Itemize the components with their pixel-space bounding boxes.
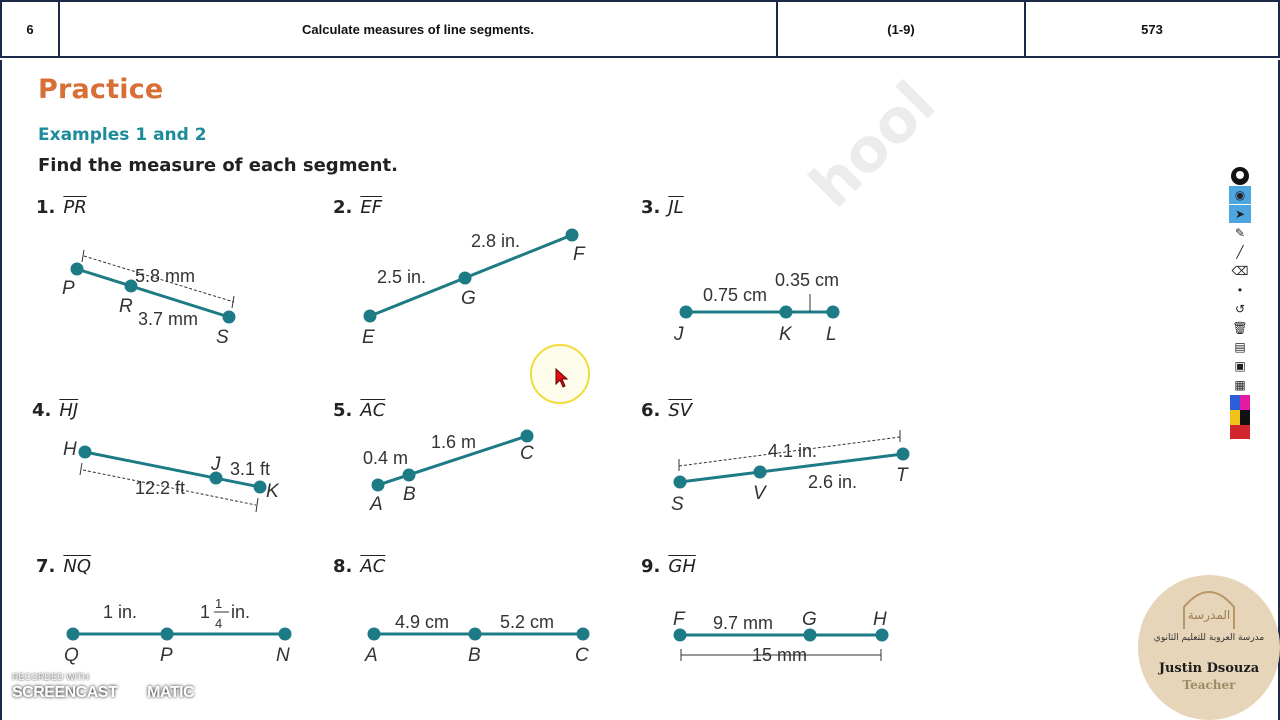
lesson-number: 6	[1, 1, 59, 57]
problem-8-label: 8. $\overline{AC}$	[333, 556, 386, 577]
p5-point-b: B	[403, 484, 416, 505]
p7-point-n: N	[276, 645, 290, 666]
p1-point-p: P	[62, 278, 75, 299]
recorded-with-text: RECORDED WITH	[12, 672, 89, 682]
diagram-3	[681, 307, 838, 317]
eraser-icon[interactable]: ⌫	[1231, 264, 1249, 278]
problem-1-label: 1. $\overline{PR}$	[36, 197, 87, 218]
p1-point-s: S	[216, 327, 229, 348]
problem-5-label: 5. $\overline{AC}$	[333, 400, 386, 421]
p7-label-a: 1 in.	[103, 602, 138, 622]
problem-3-label: 3. $\overline{JL}$	[641, 197, 684, 218]
mouse-pointer-icon	[555, 368, 569, 388]
p9-point-f: F	[673, 609, 685, 630]
p2-point-g: G	[461, 288, 476, 309]
p2-label-b: 2.5 in.	[377, 267, 427, 287]
p3-label-a: 0.75 cm	[703, 285, 768, 305]
p6-label-b: 2.6 in.	[808, 472, 858, 492]
p8-point-a: A	[365, 645, 378, 666]
p4-label-b: 12.2 ft	[135, 478, 186, 498]
p3-label-b: 0.35 cm	[775, 270, 840, 290]
board-icon[interactable]: ▤	[1234, 340, 1246, 354]
annotation-toolbar[interactable]	[1229, 166, 1253, 456]
p3-point-j: J	[674, 324, 684, 345]
p3-point-k: K	[779, 324, 792, 345]
pointer-icon[interactable]: ➤	[1229, 205, 1251, 223]
p7-point-p: P	[160, 645, 173, 666]
mosque-icon	[1179, 585, 1239, 629]
p7-label-whole: 1	[200, 602, 211, 622]
p8-point-b: B	[468, 645, 481, 666]
p6-label-a: 4.1 in.	[768, 441, 818, 461]
p9-label-b: 15 mm	[752, 645, 808, 665]
p5-point-c: C	[520, 443, 534, 464]
diagram-9	[675, 630, 887, 640]
p1-label-b: 3.7 mm	[138, 309, 199, 329]
p2-label-a: 2.8 in.	[471, 231, 521, 251]
pin-icon[interactable]	[1229, 167, 1251, 185]
clipboard-icon[interactable]: ▦	[1234, 378, 1246, 392]
lesson-objective: Calculate measures of line segments.	[59, 1, 777, 57]
p7-point-q: Q	[64, 645, 79, 666]
undo-icon[interactable]: ↺	[1234, 302, 1246, 316]
p1-label-a: 5.8 mm	[135, 266, 196, 286]
p6-point-t: T	[896, 465, 908, 486]
problem-range: (1-9)	[777, 1, 1025, 57]
p2-point-f: F	[573, 244, 585, 265]
problem-2-label: 2. $\overline{EF}$	[333, 197, 383, 218]
p4-point-h: H	[63, 439, 77, 460]
instructions: Find the measure of each segment.	[38, 155, 398, 176]
teacher-name: Justin Dsouza	[1158, 661, 1260, 676]
problem-9-label: 9. $\overline{GH}$	[641, 556, 696, 577]
p4-point-k: K	[266, 481, 279, 502]
problem-7-label: 7. $\overline{NQ}$	[36, 556, 92, 577]
diagram-7	[68, 629, 290, 639]
p6-point-v: V	[753, 483, 766, 504]
p4-point-j: J	[211, 454, 221, 475]
p9-label-a: 9.7 mm	[713, 613, 774, 633]
p5-point-a: A	[370, 494, 383, 515]
camera-icon[interactable]: ▣	[1234, 359, 1246, 373]
record-icon	[121, 682, 143, 704]
p7-label-denominator: 4	[215, 616, 223, 631]
p8-label-a: 4.9 cm	[395, 612, 450, 632]
watermark: hool	[796, 68, 950, 222]
practice-title: Practice	[38, 74, 164, 105]
svg-text:المدرسة: المدرسة	[1187, 608, 1231, 622]
p8-point-c: C	[575, 645, 589, 666]
p4-label-a: 3.1 ft	[230, 459, 271, 479]
dot-icon[interactable]: •	[1237, 283, 1243, 297]
p1-point-r: R	[119, 296, 133, 317]
eye-icon[interactable]: ◉	[1229, 186, 1251, 204]
p9-point-g: G	[802, 609, 817, 630]
problem-4-label: 4. $\overline{HJ}$	[32, 400, 79, 421]
examples-heading: Examples 1 and 2	[38, 125, 207, 145]
screencast-brand: SCREENCAST MATIC	[12, 682, 194, 704]
pen-icon[interactable]: ✎	[1234, 226, 1246, 240]
trash-icon[interactable]: 🗑	[1232, 321, 1248, 335]
p7-label-numerator: 1	[215, 596, 223, 611]
p3-point-l: L	[826, 324, 837, 345]
p7-label-unit: in.	[231, 602, 251, 622]
red-swatch[interactable]	[1230, 425, 1250, 439]
p5-label-b: 1.6 m	[431, 432, 477, 452]
p2-point-e: E	[362, 327, 375, 348]
p9-point-h: H	[873, 609, 887, 630]
color-palette[interactable]	[1230, 395, 1250, 425]
screencast-watermark	[12, 672, 194, 704]
school-name-arabic: مدرسة العروبة للتعليم الثانوي	[1153, 633, 1265, 643]
teacher-role: Teacher	[1182, 678, 1236, 692]
p6-point-s: S	[671, 494, 684, 515]
school-logo	[1138, 575, 1280, 720]
p8-label-b: 5.2 cm	[500, 612, 555, 632]
line-icon[interactable]: ╱	[1236, 245, 1244, 259]
p5-label-a: 0.4 m	[363, 448, 409, 468]
problem-6-label: 6. $\overline{SV}$	[641, 400, 693, 421]
page-number: 573	[1025, 1, 1279, 57]
